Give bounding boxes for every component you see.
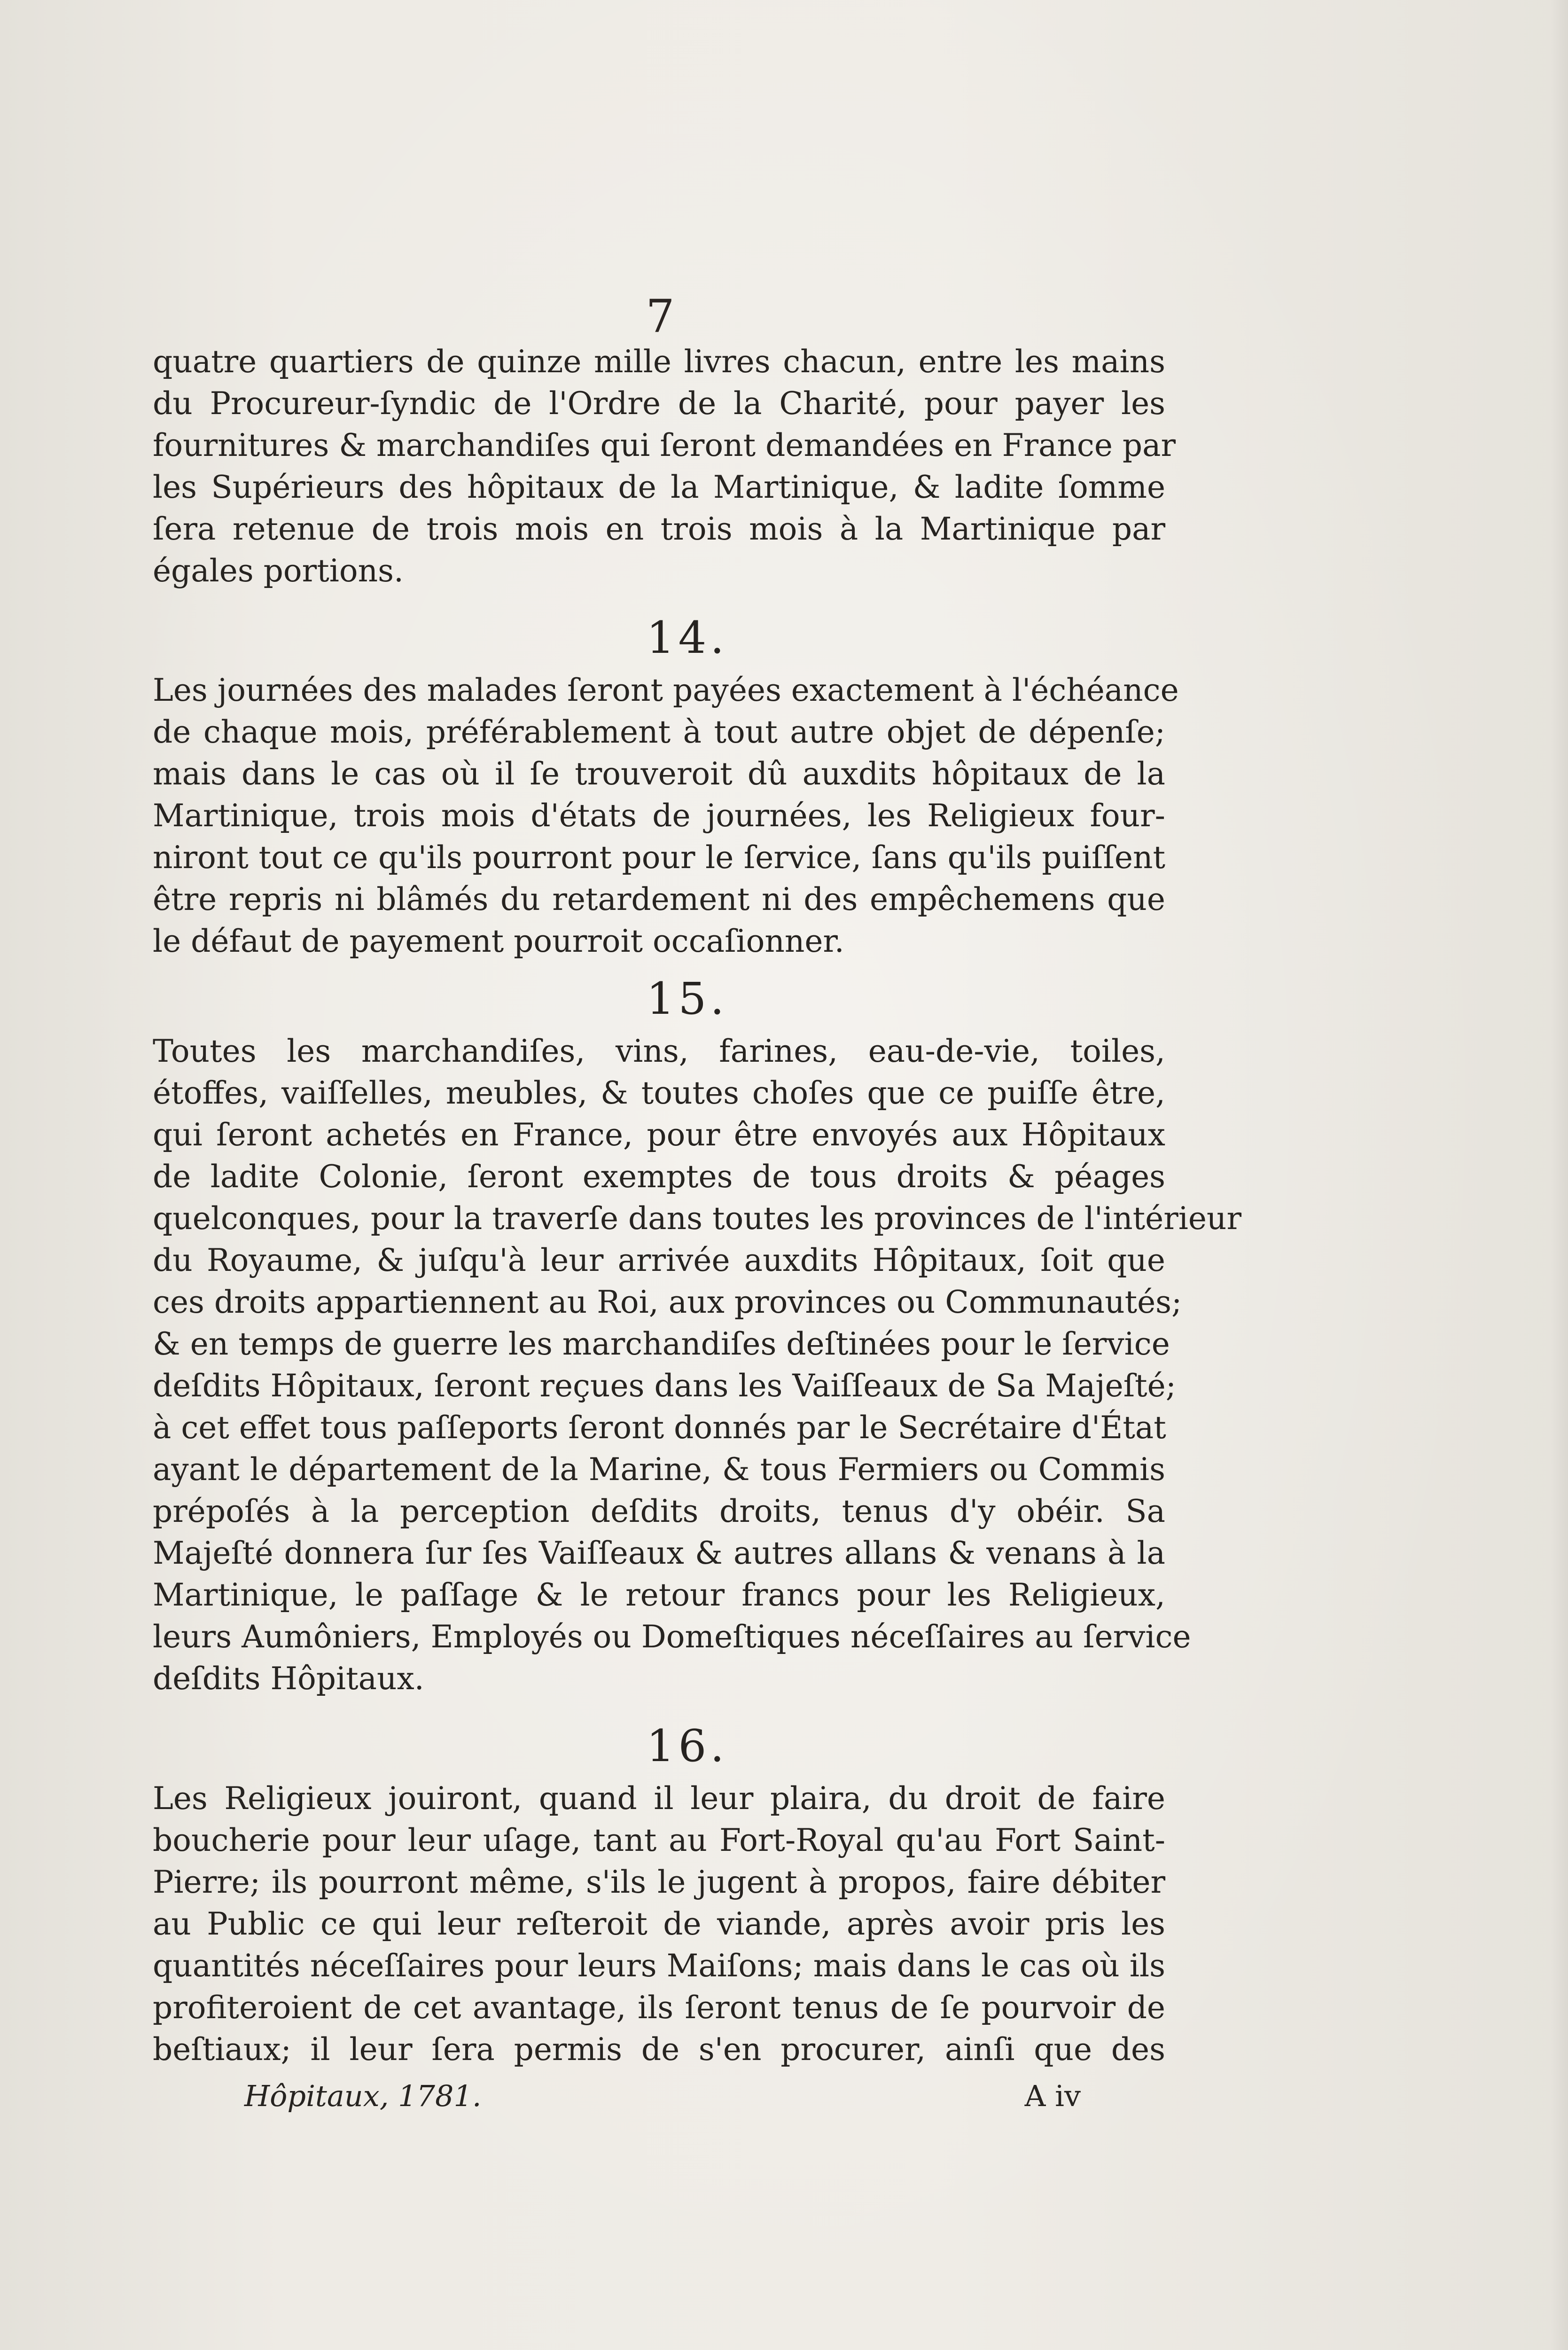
text-line: quatre quartiers de quinze mille livres chacun, entre les mains bbox=[153, 344, 1165, 380]
text-line: fournitures & marchandiſes qui ſeront demandées en France par bbox=[153, 427, 1176, 463]
text-line: Martinique, trois mois d'états de journées, les Religieux four- bbox=[153, 798, 1165, 834]
text-line: Martinique, le paſſage & le retour francs pour les Religieux, bbox=[153, 1577, 1165, 1613]
text-line: mais dans le cas où il ſe trouveroit dû auxdits hôpitaux de la bbox=[153, 756, 1165, 792]
text-line: du Procureur-ſyndic de l'Ordre de la Charité, pour payer les bbox=[153, 385, 1165, 422]
text-line: ſera retenue de trois mois en trois mois à la Martinique par bbox=[153, 511, 1165, 547]
section-14 bbox=[153, 607, 1179, 962]
text-line: de ladite Colonie, ſeront exemptes de tous droits & péages bbox=[153, 1159, 1165, 1195]
page-footer bbox=[244, 2075, 1081, 2117]
text-line: boucherie pour leur uſage, tant au Fort-Royal qu'au Fort Saint- bbox=[153, 1822, 1165, 1858]
text-line: ces droits appartiennent au Roi, aux provinces ou Communautés; bbox=[153, 1284, 1182, 1320]
text-line: Toutes les marchandiſes, vins, farines, eau-de-vie, toiles, bbox=[153, 1033, 1165, 1069]
signature-mark: Hôpitaux, 1781. bbox=[244, 2079, 482, 2113]
section-number: 14. bbox=[646, 612, 728, 664]
text-line: niront tout ce qu'ils pourront pour le ſervice, ſans qu'ils puiſſent bbox=[153, 839, 1165, 876]
text-line: égales portions. bbox=[153, 553, 404, 589]
section-15 bbox=[153, 968, 1241, 1700]
text-line: beſtiaux; il leur ſera permis de s'en procurer, ainſi que des bbox=[153, 2031, 1165, 2068]
text-line: leurs Aumôniers, Employés ou Domeſtiques néceſſaires au ſervice bbox=[153, 1619, 1191, 1655]
text-line: qui ſeront achetés en France, pour être envoyés aux Hôpitaux bbox=[153, 1117, 1165, 1153]
text-line: & en temps de guerre les marchandiſes deſtinées pour le ſervice bbox=[153, 1326, 1170, 1362]
text-line: à cet effet tous paſſeports ſeront donnés par le Secrétaire d'État bbox=[153, 1410, 1166, 1446]
page-number: 7 bbox=[646, 290, 675, 343]
text-line: quantités néceſſaires pour leurs Maiſons; mais dans le cas où ils bbox=[153, 1948, 1165, 1984]
text-line: deſdits Hôpitaux. bbox=[153, 1661, 424, 1697]
text-line: au Public ce qui leur reſteroit de viande, après avoir pris les bbox=[153, 1906, 1165, 1942]
text-line: de chaque mois, préférablement à tout autre objet de dépenſe; bbox=[153, 714, 1165, 750]
text-line: ayant le département de la Marine, & tous Fermiers ou Commis bbox=[153, 1451, 1165, 1488]
section-16 bbox=[153, 1716, 1165, 2070]
text-line: Les Religieux jouiront, quand il leur plaira, du droit de faire bbox=[153, 1780, 1165, 1817]
text-line: le défaut de payement pourroit occaſionner. bbox=[153, 923, 844, 959]
text-line: profiteroient de cet avantage, ils ſeront tenus de ſe pourvoir de bbox=[153, 1990, 1165, 2026]
text-line: Pierre; ils pourront même, s'ils le jugent à propos, faire débiter bbox=[153, 1864, 1165, 1900]
text-line: être repris ni blâmés du retardement ni des empêchemens que bbox=[153, 881, 1165, 917]
text-line: étoffes, vaiſſelles, meubles, & toutes choſes que ce puiſſe être, bbox=[153, 1075, 1165, 1111]
text-line: les Supérieurs des hôpitaux de la Martinique, & ladite ſomme bbox=[153, 469, 1165, 505]
section-number: 15. bbox=[646, 973, 728, 1025]
text-line: Majeſté donnera ſur ſes Vaiſſeaux & autres allans & venans à la bbox=[153, 1535, 1165, 1571]
section-number: 16. bbox=[646, 1721, 728, 1772]
text-line: deſdits Hôpitaux, ſeront reçues dans les Vaiſſeaux de Sa Majeſté; bbox=[153, 1368, 1176, 1404]
text-line: du Royaume, & juſqu'à leur arrivée auxdits Hôpitaux, ſoit que bbox=[153, 1242, 1165, 1278]
text-line: quelconques, pour la traverſe dans toutes les provinces de l'intérieur bbox=[153, 1200, 1241, 1237]
text-line: Les journées des malades ſeront payées exactement à l'échéance bbox=[153, 672, 1179, 708]
gathering-mark: A iv bbox=[1024, 2079, 1081, 2113]
text-line: prépoſés à la perception deſdits droits, tenus d'y obéir. Sa bbox=[153, 1493, 1165, 1529]
paragraph-13-continuation bbox=[153, 341, 1176, 592]
